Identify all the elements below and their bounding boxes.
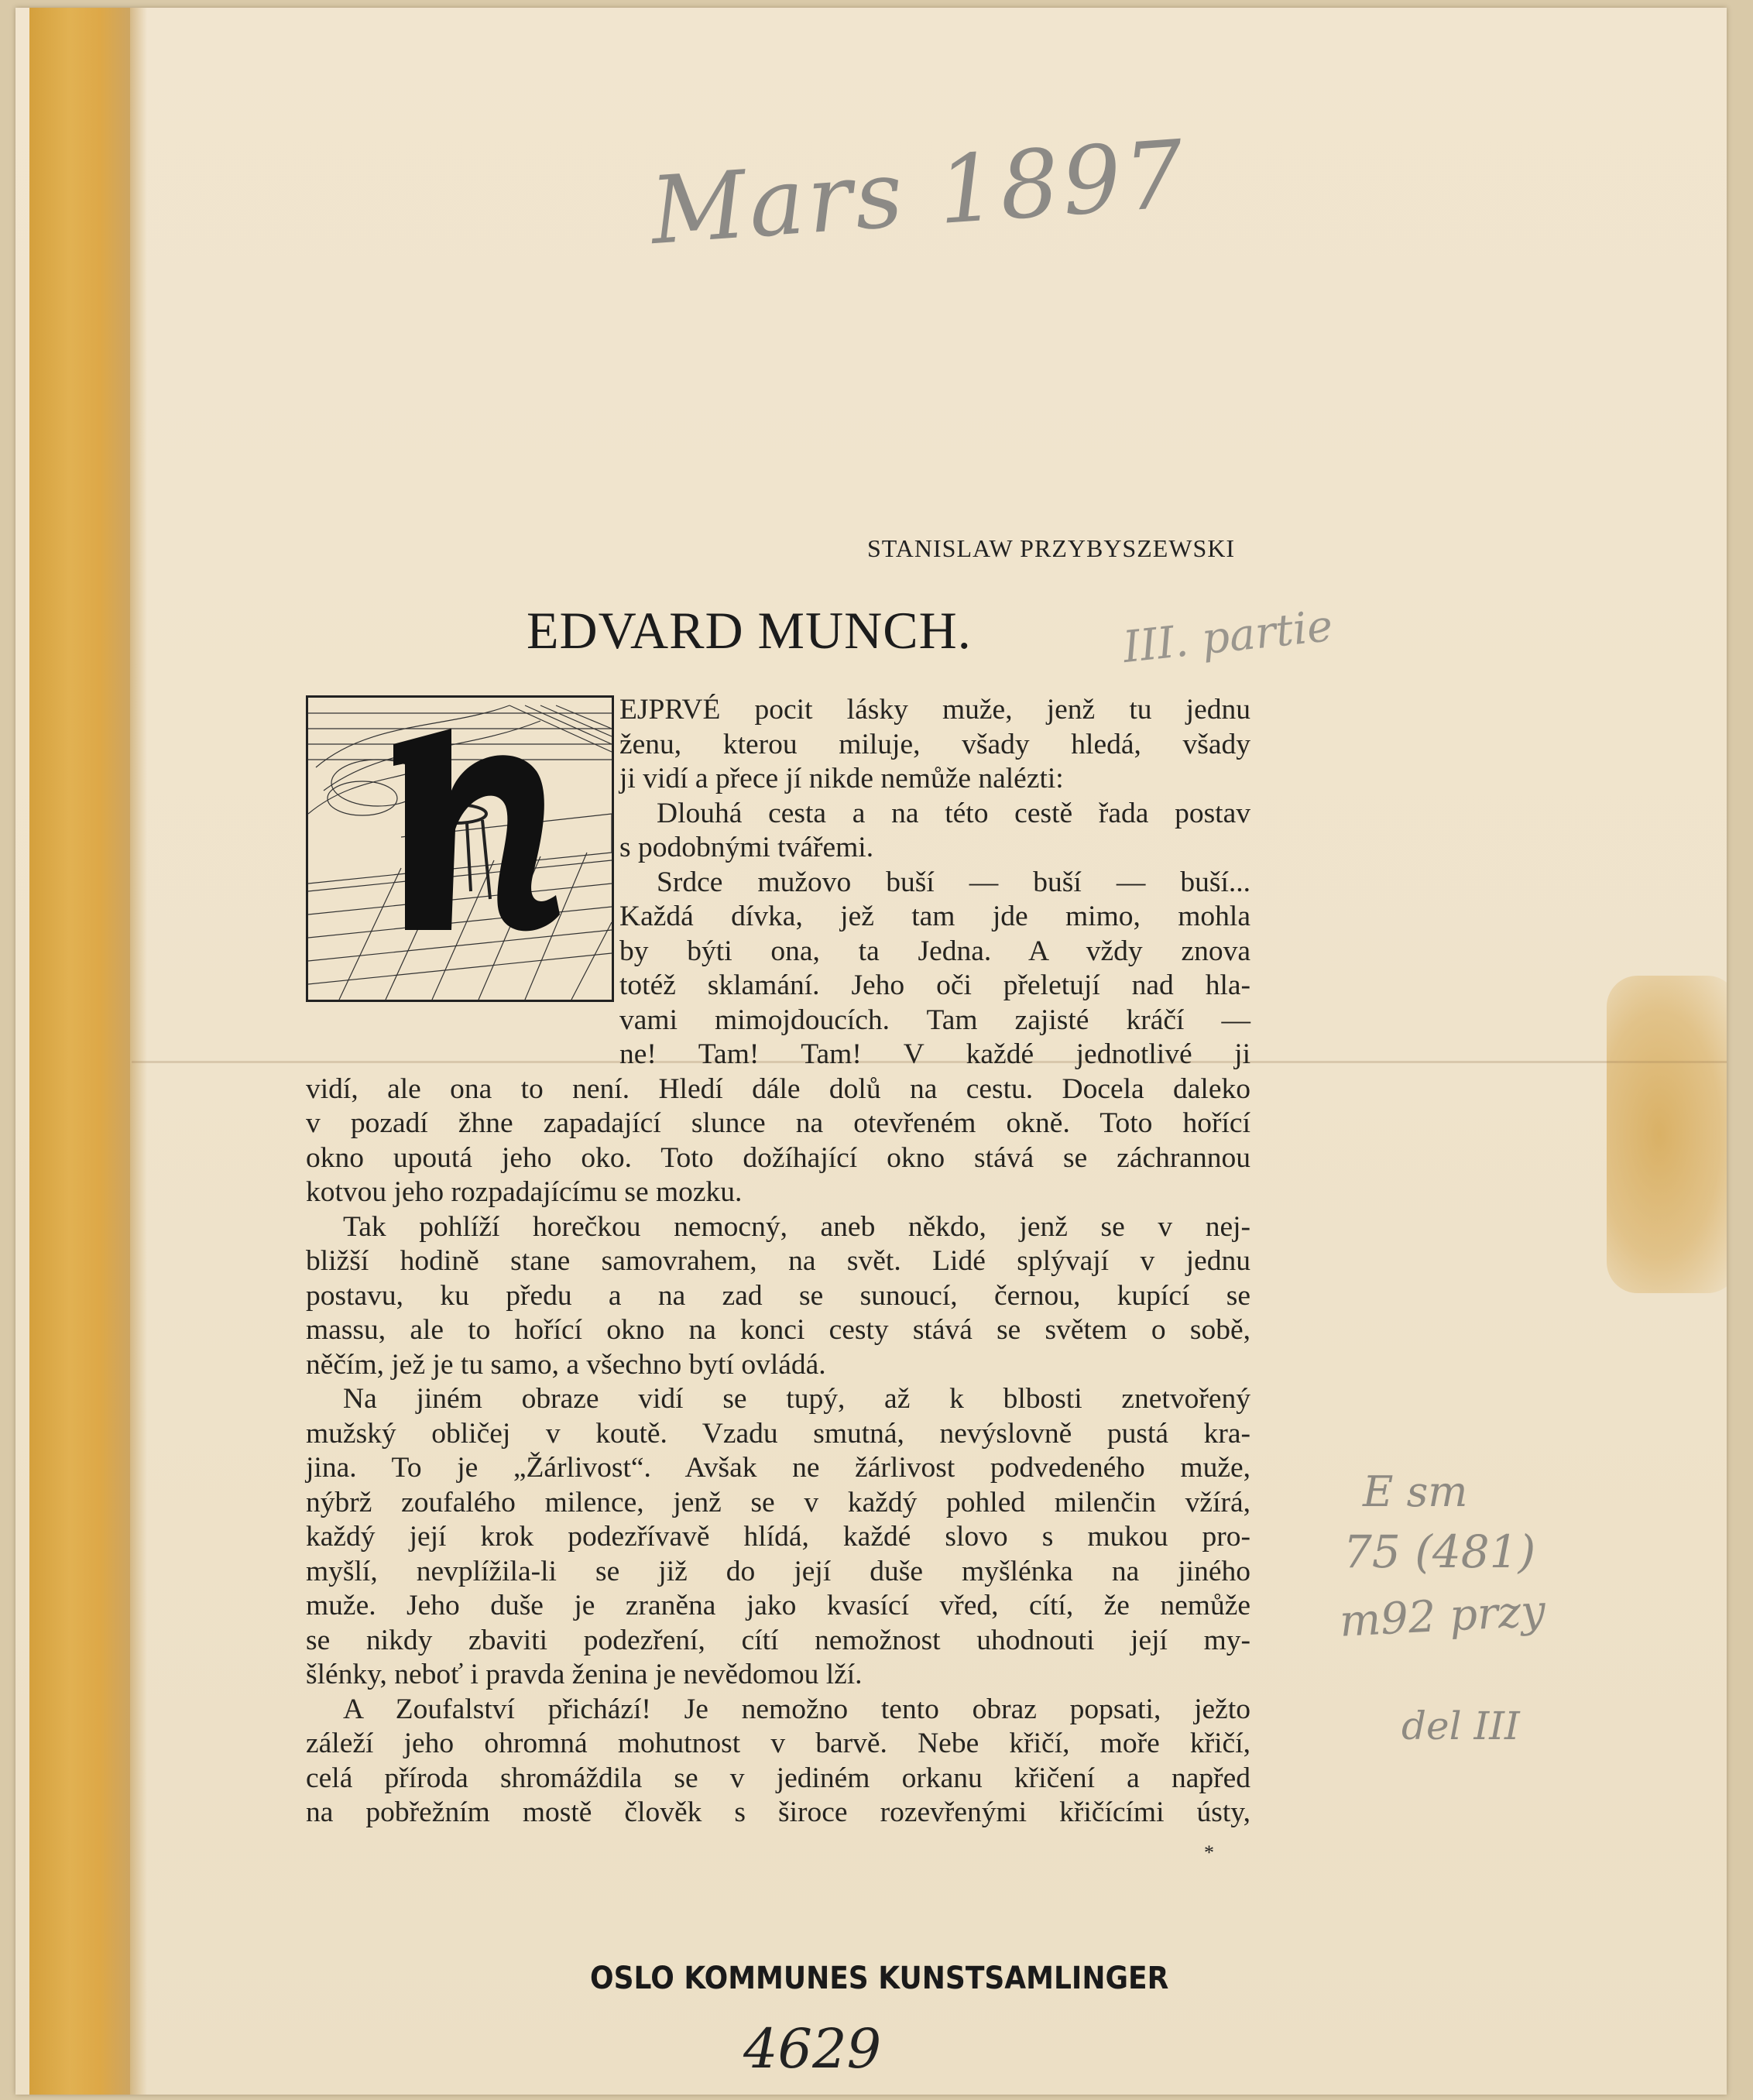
article-line: v pozadí žhne zapadající slunce na otevřeném okně. Toto hořící — [306, 1107, 1250, 1139]
article-body — [306, 693, 1250, 1831]
inventory-number: 4629 — [743, 2017, 882, 2081]
article-line: totéž sklamání. Jeho oči přeletují nad hla- — [619, 969, 1250, 1001]
article-line: A Zoufalství přichází! Je nemožno tento obraz popsati, ježto — [343, 1693, 1250, 1725]
article-line: Dlouhá cesta a na této cestě řada postav — [657, 797, 1250, 829]
article-line: jina. To je „Žárlivost“. Avšak ne žárlivost podvedeného muže, — [306, 1452, 1250, 1484]
spine-tape — [29, 8, 130, 2095]
article-line: celá příroda shromáždila se v jediném orkanu křičení a napřed — [306, 1762, 1250, 1794]
article-line: nýbrž zoufalého milence, jenž se v každý pohled milenčin vžírá, — [306, 1486, 1250, 1518]
article-line: vami mimojdoucích. Tam zajisté kráčí — — [619, 1004, 1250, 1036]
article-line: ji vidí a přece jí nikde nemůže nalézti: — [619, 763, 1064, 794]
article-line: se nikdy zbaviti podezření, cítí nemožnost uhodnouti její my- — [306, 1624, 1250, 1656]
article-line: okno upoutá jeho oko. Toto dožíhající okno stává se záchrannou — [306, 1141, 1250, 1174]
article-line: Tak pohlíží horečkou nemocný, aneb někdo, jenž se v nej- — [343, 1210, 1250, 1243]
article-line: s podobnými tvářemi. — [619, 832, 874, 863]
article-line: na pobřežním mostě člověk s široce rozevřenými křičícími ústy, — [306, 1796, 1250, 1828]
article-line: ženu, kterou miluje, všady hledá, všady — [619, 728, 1250, 760]
collection-stamp: OSLO KOMMUNES KUNSTSAMLINGER — [590, 1961, 1169, 1996]
article-line: záleží jeho ohromná mohutnost v barvě. Nebe křičí, moře křičí, — [306, 1728, 1250, 1759]
pencil-catalog-note-3: m92 przy — [1338, 1586, 1547, 1647]
article-line: každý její krok podezřívavě hlídá, každé slovo s mukou pro- — [306, 1521, 1250, 1553]
pencil-partie-note: III. partie — [1120, 600, 1336, 674]
spine-edge — [130, 8, 147, 2095]
article-line: EJPRVÉ pocit lásky muže, jenž tu jednu — [619, 694, 1250, 726]
article-line: vidí, ale ona to není. Hledí dále dolů na cestu. Docela daleko — [306, 1072, 1250, 1105]
author-name: STANISLAW PRZYBYSZEWSKI — [867, 534, 1236, 562]
footnote-mark: * — [1204, 1841, 1214, 1864]
pencil-catalog-note-2: 75 (481) — [1343, 1525, 1536, 1578]
article-line: Každá dívka, jež tam jde mimo, mohla — [619, 901, 1250, 932]
article-line: Srdce mužovo buší — buší — buší... — [657, 866, 1250, 898]
article-line: massu, ale to hořící okno na konci cesty stává se světem o sobě, — [306, 1314, 1250, 1346]
article-line: muže. Jeho duše je zraněna jako kvasící vřed, cítí, že nemůže — [306, 1590, 1250, 1621]
article-line: kotvou jeho rozpadajícímu se mozku. — [306, 1176, 743, 1208]
water-stain — [1607, 976, 1727, 1293]
article-line: mužský obličej v koutě. Vzadu smutná, nevýslovně pustá kra- — [306, 1417, 1250, 1450]
article-title: EDVARD MUNCH. — [527, 601, 972, 660]
article-line: by býti ona, ta Jedna. A vždy znova — [619, 935, 1250, 967]
pencil-catalog-note-1: E sm — [1363, 1467, 1468, 1516]
article-line: myšlí, nevplížila-li se již do její duše myšlénka na jiného — [306, 1555, 1250, 1587]
article-line: Na jiném obraze vidí se tupý, až k blbosti znetvořený — [343, 1383, 1250, 1415]
article-line: šlénky, neboť i pravda ženina je nevědomou lží. — [306, 1659, 863, 1690]
pencil-del-note: del III — [1401, 1704, 1520, 1748]
article-line: postavu, ku předu a na zad se sunoucí, černou, kupící se — [306, 1279, 1250, 1312]
article-line: ne! Tam! Tam! V každé jednotlivé ji — [619, 1038, 1250, 1070]
pencil-date-note: Mars 1897 — [647, 121, 1190, 266]
article-line: něčím, jež je tu samo, a všechno bytí ovládá. — [306, 1348, 826, 1381]
article-line: bližší hodině stane samovrahem, na svět. Lidé splývají v jednu — [306, 1245, 1250, 1277]
